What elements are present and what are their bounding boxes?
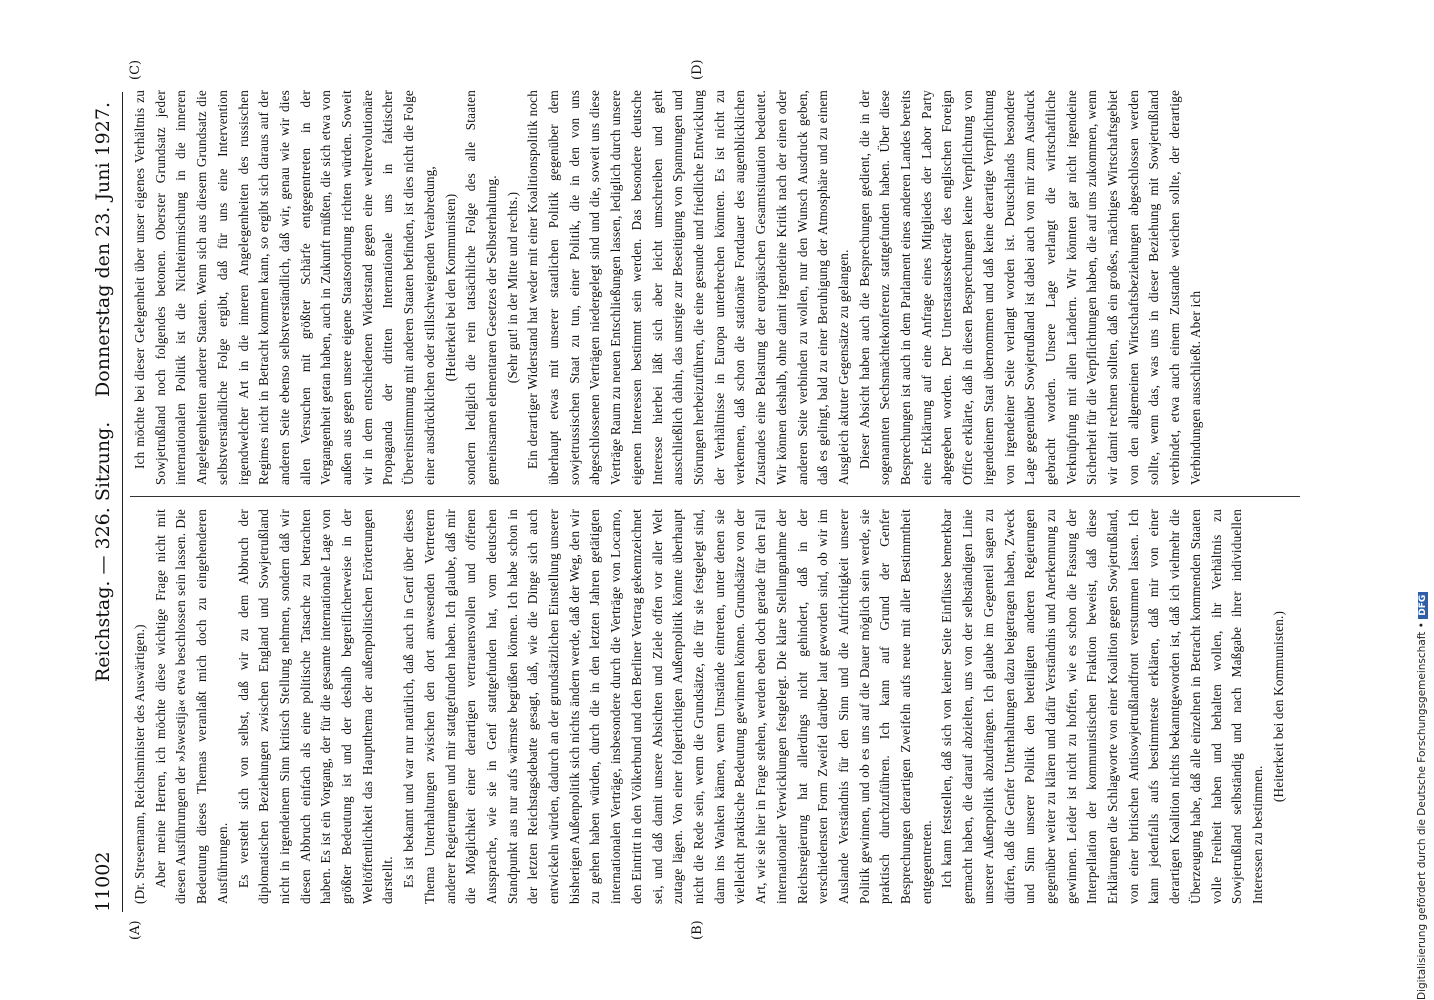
page-number: 11002 — [92, 851, 114, 912]
paragraph: Es ist bekannt und war nur natürlich, daß auch in Genf über dieses Thema Unterhaltungen zwischen den dort anwesenden Vertretern anderer Regierungen und mir stattgefunden haben. Ich glaube, daß mir die Möglichkeit einer derartigen vertrauensvollen und offenen Aussprache, wie sie in Genf stattgefunden hat, vom deutschen Standpunkt aus nur aufs wärmste begrüßen können. Ich habe schon in der letzten Reichstagsdebatte gesagt, daß, wie die Dinge sich auch entwickeln würden, dadurch an der grundsätzlichen Einstellung unserer bisherigen Außenpolitik sich nichts ändern werde, daß der Weg, den wir zu gehen haben würden, durch die in den letzten Jahren getätigten internationalen Verträge, insbesondere durch die Verträge von Locarno, den Eintritt in den Völkerbund und den Berliner Vertrag gekennzeichnet sei, und daß damit unsere Absichten und Ziele offen vor aller Welt zutage lägen. Von einer folgerichtigen Außenpolitik könnte überhaupt nicht die Rede sein, wenn die Grundsätze, die für sie festgelegt sind, dann ins Wanken kämen, wenn Umstände eintreten, unter denen sie vielleicht praktische Bedeutung gewinnen können. Grundsätze von der Art, wie sie hier in Frage stehen, werden eben doch gerade für den Fall internationaler Verwicklungen festgelegt. Die klare Stellungnahme der Reichsregierung hat allerdings nicht gehindert, daß in der verschiedensten Form Zweifel darüber laut geworden sind, ob wir im Auslande Verständnis für den Sinn und die Aufrichtigkeit unserer Politik gewinnen, und ob es uns auf die Dauer möglich sein werde, sie praktisch durchzuführen. Ich kann auf Grund der Genfer Besprechungen derartigen Zweifeln aufs neue mit aller Bestimmtheit entgegentreten. — [401, 509, 934, 904]
paragraph: Ich kann feststellen, daß sich von keiner Seite Einflüsse bemerkbar gemacht haben, die darauf abzielten, uns von der selbständigen Linie unserer Außenpolitik abzudrängen. Ich glaube im Gegenteil sagen zu dürfen, daß die Genfer Unterhaltungen dazu beigetragen haben, Zweck und Sinn unserer Politik den beteiligten anderen Regierungen gegenüber weiter zu klären und dafür Verständnis und Anerkennung zu gewinnen. Leider ist nicht zu hoffen, wie es schon die Fassung der Interpellation der kommunistischen Fraktion beweist, daß diese Erklärungen die Schlagworte von einer Koalition gegen Sowjetrußland, von einer britischen Antisowjetrußlandfront verstummen lassen. Ich kann jedenfalls aufs bestimmteste erklären, daß mir von einer derartigen Koalition nichts bekanntgeworden ist, daß ich vielmehr die Überzeugung habe, daß alle einzelnen in Betracht kommenden Staaten volle Freiheit haben und behalten wollen, ihr Verhältnis zu Sowjetrußland selbständig und nach Maßgabe ihrer individuellen Interessen zu bestimmen. — [939, 509, 1265, 904]
margin-mark-b: (B) — [690, 920, 705, 940]
interjection: (Heiterkeit bei den Kommunisten) — [442, 193, 458, 382]
margin-mark-c: (C) — [128, 59, 143, 80]
column-divider — [130, 496, 1300, 497]
page-header — [92, 102, 118, 912]
margin-mark-a: (A) — [128, 920, 143, 940]
credit-text: Digitalisierung gefördert durch die Deutsche Forschungsgemeinschaft — [1416, 631, 1428, 1000]
margin-mark-d: (D) — [690, 59, 705, 80]
interjection: (Sehr gut! in der Mitte und rechts.) — [504, 191, 520, 384]
text-column-left — [130, 509, 1289, 904]
session-title: Reichstag. — 326. Sitzung. — [92, 421, 114, 682]
interjection: (Heiterkeit bei den Kommunisten.) — [1270, 610, 1286, 803]
paragraph: Ich möchte bei dieser Gelegenheit über unser eigenes Verhältnis zu Sowjetrußland noch folgendes betonen. Oberster Grundsatz jeder internationalen Politik ist die Nichteinmischung in die inneren Angelegenheiten anderer Staaten. Wenn sich aus diesem Grundsatz die selbstverständliche Folge ergibt, daß für uns eine Intervention irgendwelcher Art in die inneren Angelegenheiten des russischen Regimes nicht in Betracht kommen kann, so ergibt sich daraus auf der anderen Seite ebenso selbstverständlich, daß wir, genau wie wir dies allen Versuchen mit größter Schärfe entgegentreten in der Vergangenheit getan haben, auch in Zukunft müßten, die sich etwa von außen aus gegen unsere eigene Staatsordnung richten würden. Soweit wir in dem entschiedenen Widerstand gegen eine weltrevolutionäre Propaganda der dritten Internationale uns in faktischer Übereinstimmung mit anderen Staaten befinden, ist dies nicht die Folge einer ausdrücklichen oder stillschweigenden Verabredung, — [132, 90, 437, 485]
paragraph: sondern lediglich die rein tatsächliche Folge des alle Staaten gemeinsamen elementaren Gesetzes der Selbsterhaltung. — [463, 90, 499, 485]
header-rule — [122, 92, 123, 912]
speaker-line: (Dr. Stresemann, Reichsminister des Auswärtigen.) — [132, 624, 147, 904]
paragraph: Dieser Absicht haben auch die Besprechungen gedient, die in der sogenannten Sechsmächtekonferenz stattgefunden haben. Über diese Besprechungen ist auch in dem Parlament eines anderen Landes bereits eine Erklärung auf eine Anfrage eines Mitgliedes der Labor Party abgegeben worden. Der Unterstaatssekretär des englischen Foreign Office erklärte, daß in diesen Besprechungen keine Verpflichtung von irgendeinem Staat übernommen und daß keine derartige Verpflichtung von irgendeiner Seite verlangt worden ist. Deutschlands besondere Lage gegenüber Sowjetrußland ist dabei auch von mir zum Ausdruck gebracht worden. Unsere Lage verlangt die wirtschaftliche Verknüpfung mit allen Ländern. Wir könnten gar nicht irgendeine Sicherheit für die Verpflichtungen haben, die auf uns zukommen, wenn wir damit rechnen sollten, daß ein großes, mächtiges Wirtschaftsgebiet von den allgemeinen Wirtschaftsbeziehungen abgeschlossen werden sollte, wenn das, was uns in dieser Beziehung mit Sowjetrußland verbindet, etwa auch einem Zustande weichen sollte, der derartige Verbindungen ausschließt. Aber ich — [856, 90, 1203, 485]
text-column-right — [130, 90, 1207, 485]
paragraph: Aber meine Herren, ich möchte diese wichtige Frage nicht mit diesen Ausführungen der »Jswestija« etwa beschlossen sein lassen. Die Bedeutung dieses Themas veranlaßt mich doch zu eingehenderen Ausführungen. — [152, 509, 230, 904]
paragraph: Es versteht sich von selbst, daß wir zu dem Abbruch der diplomatischen Beziehungen zwischen England und Sowjetrußland nicht in irgendeinem Sinn kritisch Stellung nehmen, sondern daß wir diesen Abbruch einfach als eine politische Tatsache zu betrachten haben. Es ist ein Vorgang, der für die gesamte internationale Lage von größter Bedeutung ist und der deshalb begreiflicherweise in der Weltöffentlichkeit das Hauptthema der außenpolitischen Erörterungen darstellt. — [235, 509, 396, 904]
session-date: Donnerstag den 23. Juni 1927. — [92, 102, 114, 397]
digitization-credit: Digitalisierung gefördert durch die Deutsche Forschungsgemeinschaft • DFG — [1416, 200, 1432, 1000]
dfg-logo: DFG — [1418, 592, 1428, 619]
paragraph: Ein derartiger Widerstand hat weder mit einer Koalitionspolitik noch überhaupt etwas mit unserer staatlichen Politik gegenüber dem sowjetrussischen Staat zu tun, einer Politik, die in den von uns abgeschlossenen Verträgen niedergelegt sind und die, soweit uns diese Verträge Raum zu neuen Entschließungen lassen, lediglich durch unsere eigenen Interessen bestimmt sein werden. Das besondere deutsche Interesse hierbei läßt sich aber leicht umschreiben und geht ausschließlich dahin, das unsrige zur Beseitigung von Spannungen und Störungen herbeizuführen, die eine gesunde und friedliche Entwicklung der Verhältnisse in Europa unterbrechen könnten. Es ist nicht zu verkennen, daß schon die stationäre Fortdauer des augenblicklichen Zustandes eine Belastung der europäischen Gesamtsituation bedeutet. Wir können deshalb, ohne damit irgendeine Kritik nach der einen oder anderen Seite verbinden zu wollen, nur den Wunsch Ausdruck geben, daß es gelingt, bald zu einer Beruhigung der Atmosphäre und zu einem Ausgleich aktuter Gegensätze zu gelangen. — [525, 90, 851, 485]
